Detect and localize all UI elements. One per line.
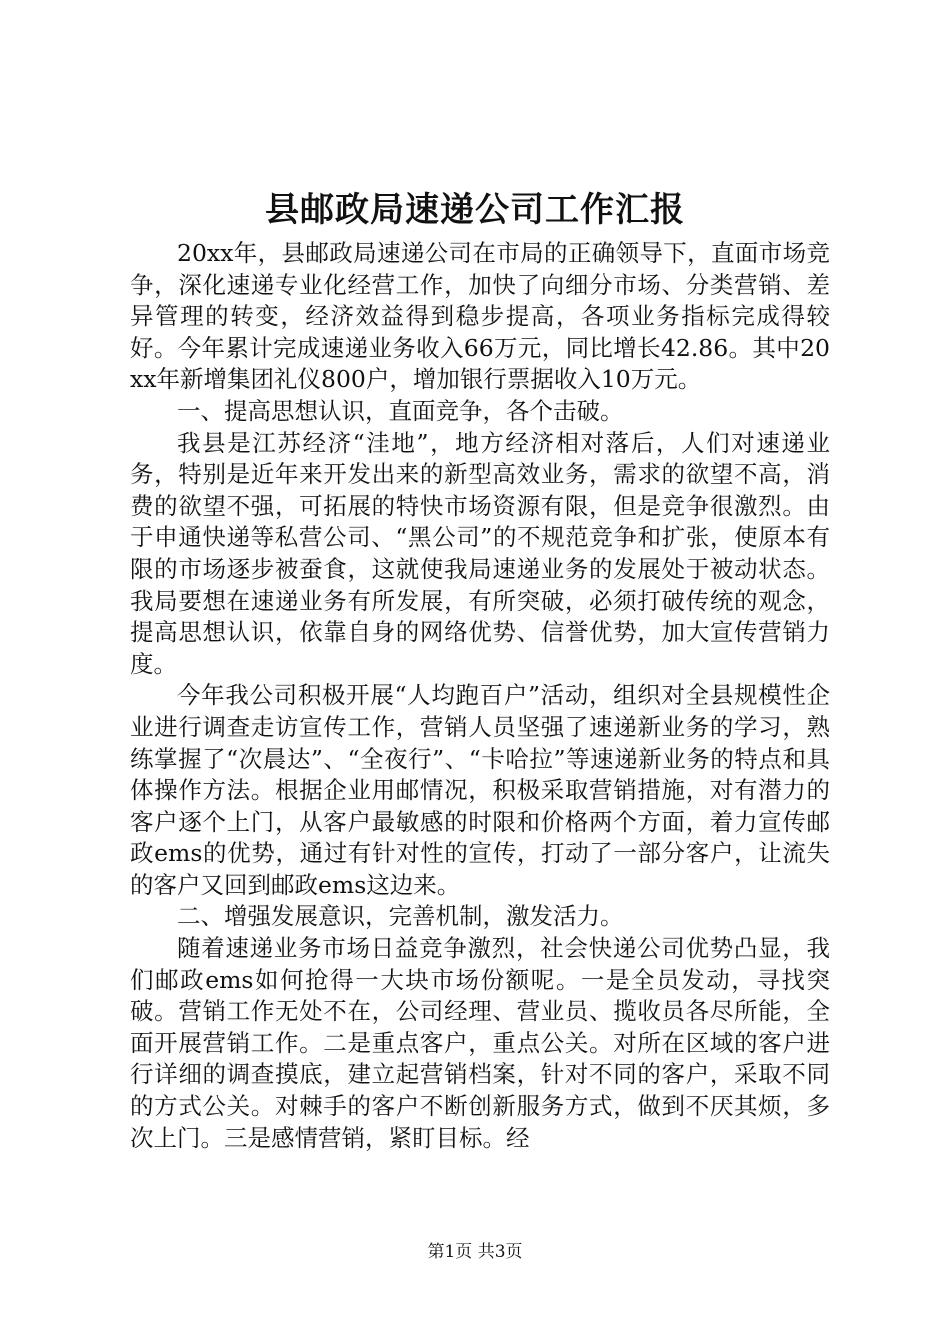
body-paragraph: 20xx年，县邮政局速递公司在市局的正确领导下，直面市场竞争，深化速递专业化经营工作，加快了向细分市场、分类营销、差异管理的转变，经济效益得到稳步提高，各项业务指标完成得较好。今年累计完成速递业务收入66万元，同比增长42.86。其中20xx年新增集团礼仪800户，增加银行票据收入10万元。 (130, 239, 830, 394)
body-paragraph: 今年我公司积极开展“人均跑百户”活动，组织对全县规模性企业进行调查走访宣传工作，营销人员坚强了速递新业务的学习，熟练掌握了“次晨达”、“全夜行”、“卡哈拉”等速递新业务的特点和具体操作方法。根据企业用邮情况，积极采取营销措施，对有潜力的客户逐个上门，从客户最敏感的时限和价格两个方面，着力宣传邮政ems的优势，通过有针对性的宣传，打动了一部分客户，让流失的客户又回到邮政ems这边来。 (130, 681, 830, 899)
page-number-footer: 第1页 共3页 (427, 1242, 523, 1262)
section-heading: 一、提高思想认识，直面竞争，各个击破。 (177, 396, 624, 425)
body-paragraph: 我县是江苏经济“洼地”，地方经济相对落后，人们对速递业务，特别是近年来开发出来的新型高效业务，需求的欲望不高，消费的欲望不强，可拓展的特快市场资源有限，但是竞争很激烈。由于申通快递等私营公司、“黑公司”的不规范竞争和扩张，使原本有限的市场逐步被蚕食，这就使我局速递业务的发展处于被动状态。我局要想在速递业务有所发展，有所突破，必须打破传统的观念，提高思想认识，依靠自身的网络优势、信誉优势，加大宣传营销力度。 (130, 428, 830, 678)
section-heading: 二、增强发展意识，完善机制，激发活力。 (177, 902, 624, 931)
document-title: 县邮政局速递公司工作汇报 (265, 190, 685, 230)
document-body (130, 238, 830, 1154)
body-paragraph: 随着速递业务市场日益竞争激烈，社会快递公司优势凸显，我们邮政ems如何抢得一大块市场份额呢。一是全员发动，寻找突破。营销工作无处不在，公司经理、营业员、揽收员各尽所能，全面开展营销工作。二是重点客户，重点公关。对所在区域的客户进行详细的调查摸底，建立起营销档案，针对不同的客户，采取不同的方式公关。对棘手的客户不断创新服务方式，做到不厌其烦，多次上门。三是感情营销，紧盯目标。经 (130, 934, 830, 1152)
